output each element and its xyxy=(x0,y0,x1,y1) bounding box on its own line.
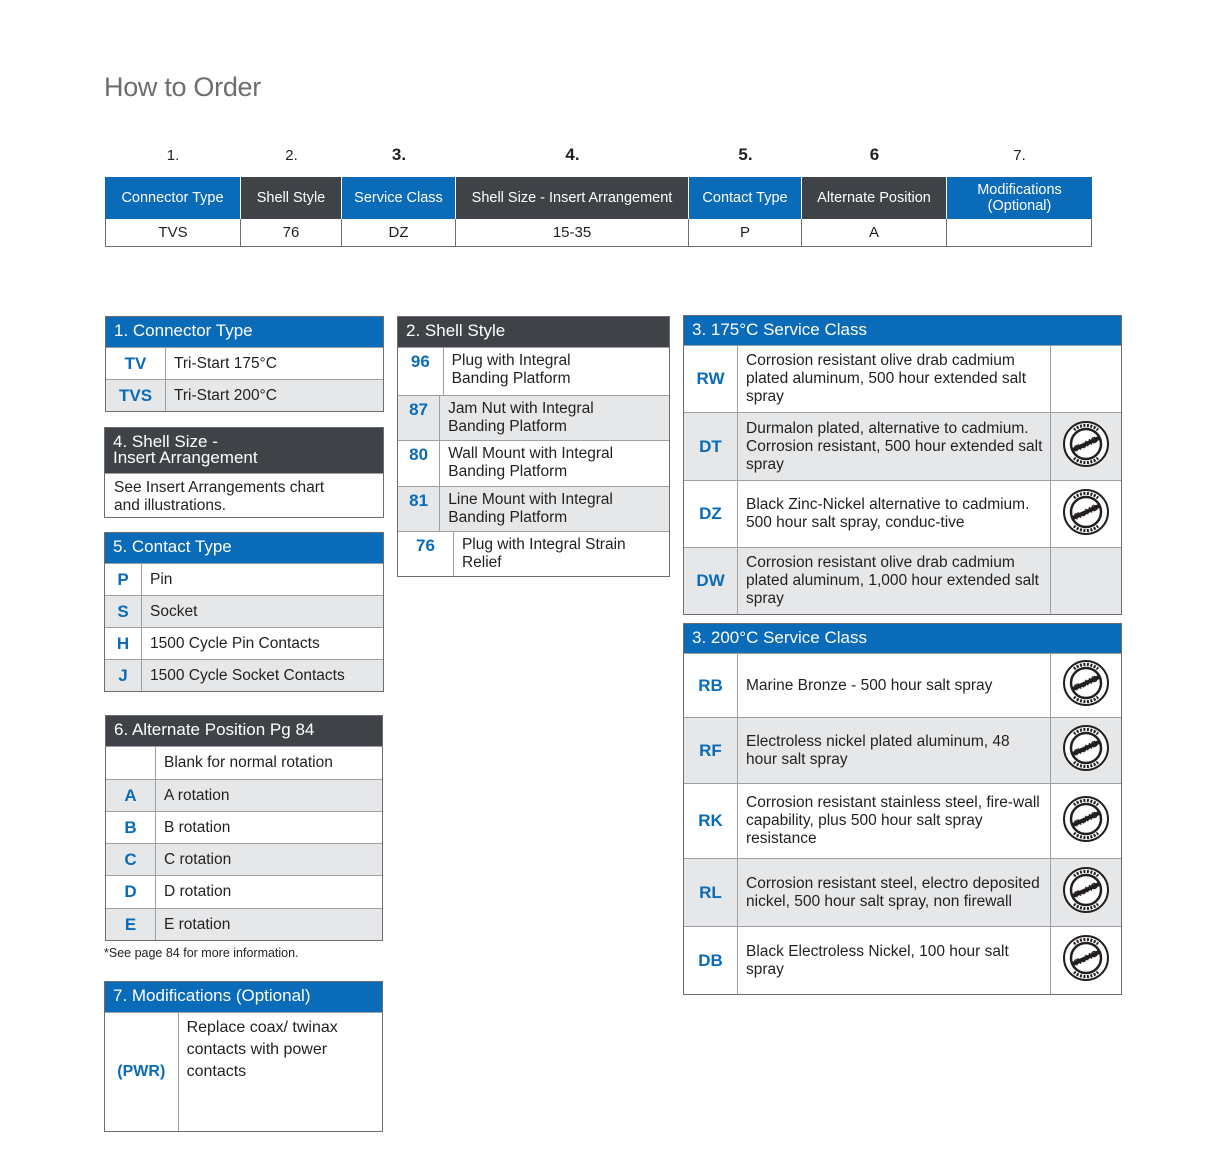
svg-text:RoHS: RoHS xyxy=(1072,880,1100,900)
row-desc: Tri-Start 175°C xyxy=(174,354,277,372)
table-row xyxy=(398,531,669,576)
row-desc: Socket xyxy=(150,602,198,620)
order-header-shell-style: Shell Style xyxy=(241,177,342,219)
svg-text:RoHS: RoHS xyxy=(1072,738,1100,758)
table-row xyxy=(684,412,1121,480)
table-title: 6. Alternate Position Pg 84 xyxy=(106,716,382,746)
row-code: TV xyxy=(106,348,166,379)
table-row xyxy=(684,480,1121,547)
row-code: 96 xyxy=(398,348,444,395)
row-desc: Wall Mount with Integral Banding Platform xyxy=(448,445,614,480)
row-code: RF xyxy=(684,718,738,783)
row-code: 76 xyxy=(398,532,454,576)
step-number: 6 xyxy=(869,145,880,164)
row-code: RW xyxy=(684,346,738,412)
shell-size-table xyxy=(104,427,384,518)
table-row xyxy=(398,440,669,486)
row-code: RB xyxy=(684,654,738,717)
rohs-compliant-badge-icon xyxy=(1062,488,1110,541)
row-desc: Marine Bronze - 500 hour salt spray xyxy=(746,676,993,694)
row-code: DB xyxy=(684,927,738,994)
table-title xyxy=(105,428,383,473)
row-desc: Durmalon plated, alternative to cadmium. Corrosion resistant, 500 hour extended salt spray xyxy=(746,419,1043,473)
row-desc: Corrosion resistant olive drab cadmium plated aluminum, 500 hour extended salt spray xyxy=(746,352,1027,405)
table-row xyxy=(398,395,669,440)
order-value: A xyxy=(802,219,947,246)
row-desc: Electroless nickel plated aluminum, 48 hour salt spray xyxy=(746,732,1010,768)
badge-cell xyxy=(1050,654,1121,717)
row-code: S xyxy=(105,596,142,627)
row-desc: 1500 Cycle Socket Contacts xyxy=(150,666,345,684)
row-code: RK xyxy=(684,784,738,858)
row-desc: Tri-Start 200°C xyxy=(174,386,277,404)
service-class-200-table xyxy=(683,623,1122,995)
table-title: 1. Connector Type xyxy=(106,317,383,347)
row-code: TVS xyxy=(106,380,166,411)
row-desc: Black Electroless Nickel, 100 hour salt spray xyxy=(746,942,1009,978)
table-row xyxy=(106,875,382,908)
row-desc: See Insert Arrangements chart and illustrations. xyxy=(114,479,325,514)
rohs-compliant-badge-icon xyxy=(1062,866,1110,919)
rohs-compliant-badge-icon xyxy=(1062,420,1110,473)
row-desc: Corrosion resistant stainless steel, fire-wall capability, plus 500 hour salt spray resistance xyxy=(746,794,1040,847)
table-row xyxy=(106,746,382,779)
row-desc: E rotation xyxy=(164,915,231,933)
table-title: 7. Modifications (Optional) xyxy=(105,982,382,1012)
svg-text:RoHS: RoHS xyxy=(1072,501,1100,522)
order-header-contact-type: Contact Type xyxy=(689,177,802,219)
row-desc: Replace coax/ twinax contacts with power contacts xyxy=(186,1019,338,1080)
table-row xyxy=(106,347,383,379)
step-number: 4. xyxy=(565,145,580,164)
table-row xyxy=(105,595,383,627)
order-value xyxy=(947,219,1091,246)
step-number: 2. xyxy=(285,147,298,164)
table-title-line: 4. Shell Size - xyxy=(113,432,218,451)
row-desc: 1500 Cycle Pin Contacts xyxy=(150,634,320,652)
badge-cell xyxy=(1050,481,1121,547)
row-desc: A rotation xyxy=(164,786,230,804)
badge-cell xyxy=(1050,784,1121,858)
order-value: 76 xyxy=(241,219,342,246)
table-row xyxy=(684,783,1121,858)
row-desc: B rotation xyxy=(164,818,231,836)
row-desc: Pin xyxy=(150,570,173,588)
table-row xyxy=(684,926,1121,994)
step-number: 1. xyxy=(166,147,180,164)
row-desc: Plug with Integral Banding Platform xyxy=(451,352,571,387)
order-value: P xyxy=(689,219,802,246)
order-value-row xyxy=(105,219,1092,247)
row-desc: Corrosion resistant olive drab cadmium plated aluminum, 1,000 hour extended salt spray xyxy=(746,554,1039,607)
rohs-compliant-badge-icon xyxy=(1062,934,1110,987)
row-code: D xyxy=(106,876,156,908)
order-value: 15-35 xyxy=(456,219,689,246)
table-title: 2. Shell Style xyxy=(398,317,669,347)
row-desc: C rotation xyxy=(164,850,232,868)
row-desc: Blank for normal rotation xyxy=(164,754,333,771)
order-header-row xyxy=(105,177,1092,219)
row-code: 87 xyxy=(398,396,440,440)
contact-type-table xyxy=(104,532,384,692)
service-class-175-table xyxy=(683,315,1122,615)
table-row xyxy=(684,858,1121,926)
order-value: TVS xyxy=(106,219,241,246)
shell-style-table xyxy=(397,316,670,577)
row-code: RL xyxy=(684,859,738,926)
order-code-table xyxy=(105,143,1092,247)
table-row xyxy=(684,717,1121,783)
svg-text:RoHS: RoHS xyxy=(1072,434,1100,454)
row-desc: Plug with Integral Strain Relief xyxy=(461,536,626,571)
row-desc: Jam Nut with Integral Banding Platform xyxy=(448,400,594,435)
svg-text:RoHS: RoHS xyxy=(1072,808,1100,829)
alternate-position-table xyxy=(105,715,383,941)
row-desc: Line Mount with Integral Banding Platform xyxy=(448,491,613,526)
rohs-compliant-badge-icon xyxy=(1062,795,1110,848)
order-header-connector-type: Connector Type xyxy=(105,177,241,219)
table-row xyxy=(105,563,383,595)
table-row xyxy=(106,843,382,875)
table-title-line: Insert Arrangement xyxy=(113,448,258,467)
row-desc: Black Zinc-Nickel alternative to cadmium. 500 hour salt spray, conduc-tive xyxy=(746,496,1030,531)
table-row xyxy=(106,779,382,811)
row-code: P xyxy=(105,564,142,595)
table-row xyxy=(106,379,383,411)
row-code: DZ xyxy=(684,481,738,547)
row-code: C xyxy=(106,844,156,875)
row-code: H xyxy=(105,628,142,659)
table-row xyxy=(398,486,669,531)
table-row xyxy=(105,659,383,691)
step-number: 5. xyxy=(738,145,753,164)
step-number: 7. xyxy=(1013,147,1026,164)
table-row xyxy=(105,627,383,659)
order-header-modifications: Modifications (Optional) xyxy=(947,177,1092,219)
rohs-compliant-badge-icon xyxy=(1062,724,1110,777)
order-header-service-class: Service Class xyxy=(342,177,456,219)
order-value: DZ xyxy=(342,219,456,246)
table-row xyxy=(398,347,669,395)
badge-cell xyxy=(1050,548,1121,614)
order-header-alternate-position: Alternate Position xyxy=(802,177,947,219)
row-code: 80 xyxy=(398,441,440,486)
svg-text:RoHS: RoHS xyxy=(1072,673,1100,693)
row-code: 81 xyxy=(398,487,440,531)
step-number: 3. xyxy=(391,145,407,164)
table-row xyxy=(106,811,382,843)
row-code xyxy=(106,747,156,779)
rohs-compliant-badge-icon xyxy=(1062,659,1110,712)
table-row xyxy=(684,547,1121,614)
table-title: 3. 175°C Service Class xyxy=(684,316,1121,345)
table-title: 5. Contact Type xyxy=(105,533,383,563)
badge-cell xyxy=(1050,927,1121,994)
row-code: (PWR) xyxy=(105,1013,179,1131)
footnote: *See page 84 for more information. xyxy=(104,946,299,960)
table-title: 3. 200°C Service Class xyxy=(684,624,1121,653)
row-code: DT xyxy=(684,413,738,480)
row-code: DW xyxy=(684,548,738,614)
svg-text:RoHS: RoHS xyxy=(1072,948,1100,968)
row-code: B xyxy=(106,812,156,843)
badge-cell xyxy=(1050,413,1121,480)
table-row xyxy=(105,1012,382,1131)
table-row xyxy=(105,473,383,517)
badge-cell xyxy=(1050,718,1121,783)
order-header-shell-size: Shell Size - Insert Arrangement xyxy=(456,177,689,219)
table-row xyxy=(684,653,1121,717)
row-code: E xyxy=(106,909,156,940)
badge-cell xyxy=(1050,859,1121,926)
connector-type-table xyxy=(105,316,384,412)
row-desc: D rotation xyxy=(164,883,232,900)
modifications-table xyxy=(104,981,383,1132)
row-desc: Corrosion resistant steel, electro deposited nickel, 500 hour salt spray, non firewall xyxy=(746,874,1040,910)
row-code: J xyxy=(105,660,142,691)
order-step-numbers xyxy=(105,143,1092,177)
badge-cell xyxy=(1050,346,1121,412)
table-row xyxy=(106,908,382,940)
page-title: How to Order xyxy=(104,72,261,102)
table-row xyxy=(684,345,1121,412)
row-code: A xyxy=(106,780,156,811)
